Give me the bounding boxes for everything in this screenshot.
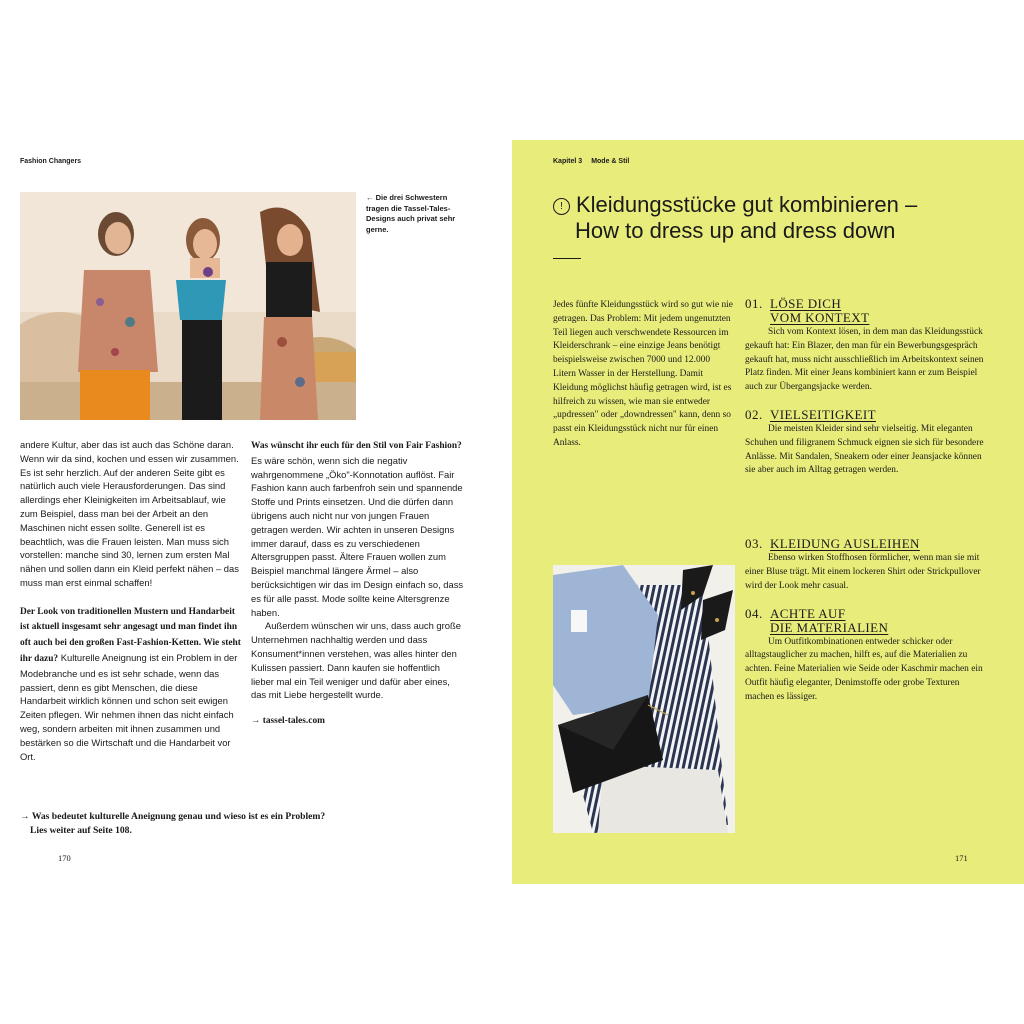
page-number-right: 171	[955, 853, 968, 863]
tip-title	[770, 607, 888, 635]
chapter-label: Kapitel 3	[553, 158, 583, 165]
tips-list	[745, 297, 985, 718]
website-link[interactable]: → tassel-tales.com	[251, 716, 325, 727]
tip-title: KLEIDUNG AUSLEIHEN	[770, 536, 920, 552]
tip-item	[745, 537, 985, 593]
tip-body: Um Outfitkombinationen entweder schicker oder alltagstauglicher zu machen, hilft es, auf die Materialien zu achten. Feine Materialien wie Seide oder Kaschmir machen ein Outfit häufig eleganter, Denimstoffe oder grobe Texturen machen es lässiger.	[745, 636, 983, 702]
tip-item	[745, 297, 985, 395]
tip-body: Ebenso wirken Stoffhosen förmlicher, wenn man sie mit einer Bluse trägt. Mit einem lockeren Shirt oder Strickpullover wird der Look mehr casual.	[745, 553, 981, 591]
paragraph: Außerdem wünschen wir uns, dass auch große Unternehmen nachhaltig werden und dass Konsument*innen verstehen, was alles hinter den Kulissen passiert. Dann kaufen sie hoffentlich lieber mal ein Teil weniger und dafür aber eines, das mit Liebe hergestellt wurde.	[251, 620, 461, 701]
tip-number: 03.	[745, 536, 763, 552]
tip-title	[770, 297, 869, 325]
photo-three-sisters	[20, 192, 356, 420]
exclamation-circle-icon: !	[553, 198, 570, 215]
paragraph: andere Kultur, aber das ist auch das Schöne daran. Wenn wir da sind, kochen und essen wir zusammen. Es ist sehr herzlich. Auf der anderen Seite gibt es natürlich auch viele Herausforderungen. Das sind allerdings eher Kleinigkeiten im Arbeitsablauf, wie zum Beispiel, dass man bei der Arbeit an den Maschinen nicht essen sollte. Generell ist es beachtlich, was die Frauen leisten. Man muss sich vorstellen: manche sind 30, lernen zum ersten Mal nähen und sollen dann ein Kleid perfekt nähen – das muss man erst einmal schaffen!	[20, 439, 239, 588]
tip-title: VIELSEITIGKEIT	[770, 406, 876, 422]
cross-reference	[20, 810, 380, 837]
body-column-left	[20, 438, 242, 763]
intro-paragraph: Jedes fünfte Kleidungsstück wird so gut wie nie getragen. Das Problem: Mit jedem ungenutzten Teil liegen auch verschwendete Ressourcen im Kleiderschrank – eine einzige Jeans benötigt beispielsweise zwischen 7000 und 12.000 Litern Wasser in der Herstellung. Damit Kleidung möglichst häufig getragen wird, ist es hilfreich zu wissen, wie man sie entweder „updressen" oder „downdressen" kann, denn so passt ein Kleidungsstück nicht nur für einen Anlass.	[553, 300, 733, 448]
tip-title-line: ACHTE AUF	[770, 605, 846, 621]
cross-reference-page: Lies weiter auf Seite 108.	[30, 824, 132, 836]
tip-title-line: DIE MATERIALIEN	[770, 619, 889, 635]
tip-title-line: LÖSE DICH	[770, 296, 842, 311]
tip-number: 04.	[745, 605, 763, 621]
chapter-title	[553, 192, 993, 244]
tip-item	[745, 607, 985, 705]
title-line-2: How to dress up and dress down	[575, 218, 896, 243]
title-line-1: Kleidungsstücke gut kombinieren –	[576, 192, 918, 217]
title-divider	[553, 258, 581, 259]
body-column-right	[251, 438, 465, 729]
interview-answer: Kulturelle Aneignung ist ein Problem in der Modebranche und es ist sehr schade, wenn das passiert, denn es gibt Menschen, die diese Handarbeit wirklich können und schon seit ewigen Zeiten pflegen. Wir nehmen ihnen das nicht einfach weg, sondern arbeiten mit ihnen zusammen und bestärken so die Wirtschaft und die Handarbeit vor Ort.	[20, 651, 238, 762]
tip-item	[745, 408, 985, 478]
tip-body: Sich vom Kontext lösen, in dem man das Kleidungsstück gekauft hat: Ein Blazer, den man für ein Bewerbungsgespräch gekauft hat, muss nicht ausschließlich im Arbeitskontext seinen Platz finden. Mit einer Jeans kombiniert kann er zum Beispiel auch zur Übergangsjacke werden.	[745, 327, 984, 393]
running-head: Fashion Changers	[20, 158, 82, 165]
paragraph	[251, 438, 465, 619]
photo-caption: ← Die drei Schwestern tragen die Tassel-Tales-Designs auch privat sehr gerne.	[366, 193, 456, 234]
interview-question: Der Look von traditionellen Mustern und Handarbeit ist aktuell insgesamt sehr angesagt und man findet ihn oft auch bei den großen Fast-Fashion-Ketten. Wie steht ihr dazu?	[20, 606, 241, 664]
cross-reference-question: → Was bedeutet kulturelle Aneignung genau und wieso ist es ein Problem?	[20, 811, 326, 822]
tip-body: Die meisten Kleider sind sehr vielseitig. Mit eleganten Schuhen und filigranem Schmuck eignen sie sich für besondere Anlässe. Mit Sandalen, Sneakern oder einer Jeansjacke können sie aber auch im Alltag getragen werden.	[745, 423, 984, 476]
tip-number: 01.	[745, 296, 763, 311]
tip-title-line: VOM KONTEXT	[770, 310, 870, 325]
interview-question: Was wünscht ihr euch für den Stil von Fair Fashion?	[251, 441, 462, 451]
paragraph	[20, 604, 242, 764]
interview-answer: Es wäre schön, wenn sich die negativ wahrgenommene „Öko"-Konnotation auflöst. Fair Fashion kann auch farbenfroh sein und spannende Stoffe und Prints einsetzen. Und die dürfen dann übrigens auch nicht nur von jungen Frauen getragen werden. Wir achten in unseren Designs immer darauf, dass es zu verschiedenen Altersgruppen passt. Ältere Frauen wollen zum Beispiel manchmal längere Ärmel – also berücksichtigen wir das im Design einfach so, dass es für alle passt. Mode sollte keine Altersgrenze haben.	[251, 454, 464, 618]
page-number-left: 170	[58, 853, 71, 863]
photo-outfit-flatlay	[553, 565, 735, 833]
tip-number: 02.	[745, 406, 763, 422]
section-label: Mode & Stil	[591, 158, 630, 165]
running-head-chapter	[553, 158, 638, 165]
